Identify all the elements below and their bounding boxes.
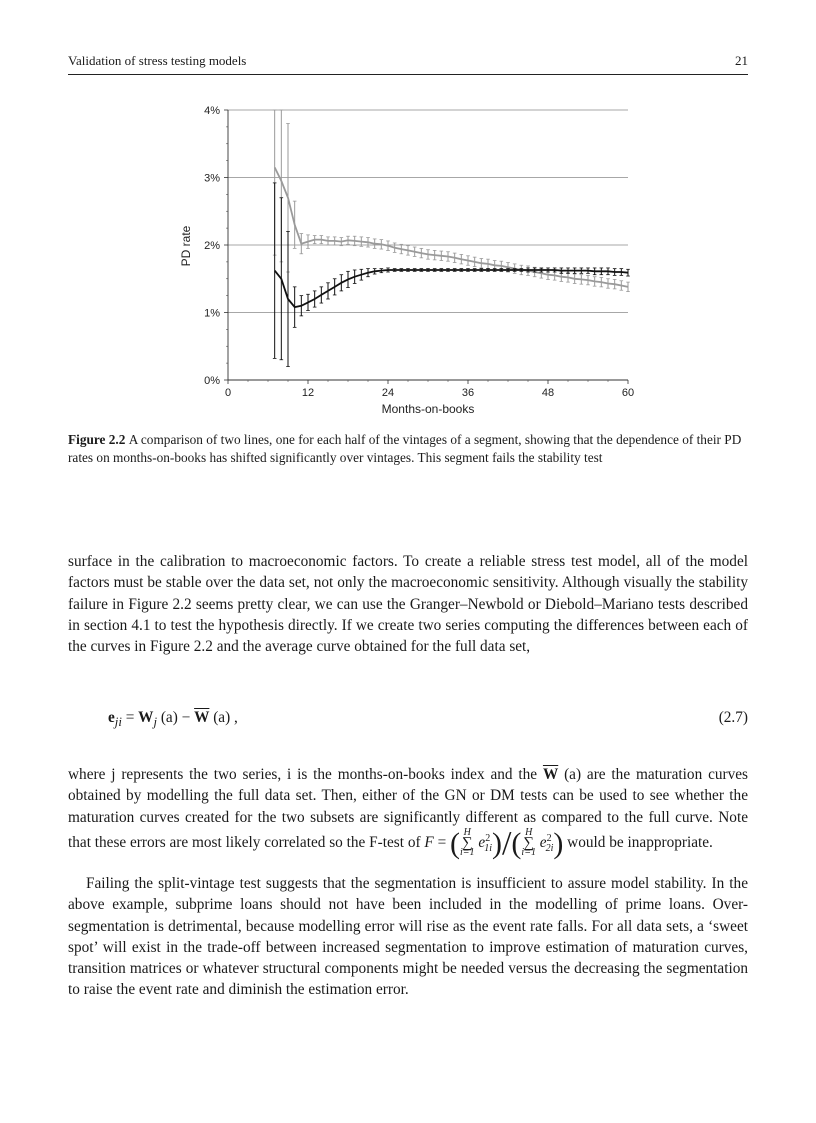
- x-tick-label: 60: [621, 387, 635, 399]
- eq-equals: =: [121, 709, 139, 726]
- equation-number: (2.7): [718, 709, 748, 726]
- running-head: [68, 52, 748, 75]
- y-tick-label: 0%: [204, 375, 220, 387]
- figure-caption-text: A comparison of two lines, one for each half of the vintages of a segment, showing that the dependence of their PD rates on months-on-books has shifted significantly over vintages. This segment fails the stability test: [68, 432, 742, 465]
- x-tick-label: 24: [381, 387, 395, 399]
- eq-lhs: e: [108, 709, 115, 726]
- eq-lhs-sub: ji: [114, 715, 122, 730]
- y-tick-label: 3%: [204, 172, 220, 185]
- page-number: 21: [735, 53, 748, 68]
- paragraph-2: where j represents the two series, i is the months-on-books index and the $\overline{W}$ (a) are the maturation curves obtained by modelling the full data set. Then, either of the GN or DM tests can be used to see whether the maturation curves created for the two subsets are significantly different as compared to the full curve. Note that these errors are most likely correlated so the F-test of F = ( H ∑ i=1 $e^2_{1i})/$( H ∑ i=1 $e^2_{2i}$) would be inappropriate.: [68, 766, 749, 862]
- eq-wbar: $\overline{W}$: [194, 709, 210, 726]
- running-head-title: Validation of stress testing models: [68, 53, 247, 68]
- y-tick-label: 1%: [204, 307, 220, 320]
- eq-w: W: [138, 709, 154, 726]
- paragraph-1: surface in the calibration to macroeconomic factors. To create a reliable stress test model, all of the model factors must be stable over the data set, not only the macroeconomic sensitivity. Although visually the stability failure in Figure 2.2 seems pretty clear, we can use the Granger–Newbold or Diebold–Mariano tests described in section 4.1 to test the hypothesis directly. If we create two series computing the differences between each of the curves in Figure 2.2 and the average curve obtained for the full data set,: [68, 553, 748, 656]
- paragraph-2-wbar: $\overline{W}$: [542, 766, 559, 783]
- y-tick-label: 4%: [204, 105, 220, 117]
- eq-arg1: (a) −: [157, 709, 195, 726]
- figure-label: Figure 2.2: [68, 432, 126, 447]
- equation-2-7: [108, 709, 238, 730]
- f-equals: =: [433, 833, 451, 851]
- y-axis-label: PD rate: [179, 225, 193, 267]
- paragraph-2-part3: would be inappropriate.: [563, 833, 713, 851]
- series-grey: [273, 110, 630, 292]
- paragraph-2-part2: (a) are the maturation curves obtained by modelling the full data set. Then, either of the GN or DM tests can be used to see whether the maturation curves created for the two subsets are significantly different as compared to the full curve. Note that these errors are most likely correlated so the F-test of: [68, 766, 749, 851]
- sum-1: H ∑ i=1: [460, 827, 475, 859]
- x-tick-label: 36: [461, 387, 475, 399]
- paragraph-2-part1: where j represents the two series, i is the months-on-books index and the: [68, 766, 543, 783]
- y-tick-label: 2%: [204, 240, 220, 252]
- f-symbol: F: [424, 833, 434, 851]
- x-tick-label: 12: [301, 387, 315, 399]
- pd-rate-chart: [160, 96, 660, 422]
- x-tick-label: 48: [541, 387, 555, 399]
- eq-arg2: (a) ,: [209, 709, 238, 726]
- series-black: [273, 183, 630, 367]
- eq-w-sub: j: [153, 715, 158, 730]
- figure-caption: [68, 431, 758, 466]
- x-tick-label: 0: [224, 387, 232, 399]
- chart-series: [273, 110, 630, 367]
- paragraph-3: Failing the split-vintage test suggests that the segmentation is insufficient to assure model stability. In the above example, subprime loans should not have been included in the modelling of prime loans. Over-segmentation is detrimental, because modelling error will rise as the event rate falls. For all data sets, a ‘sweet spot’ will exist in the trade-off between increased segmentation to improve estimation of maturation curves, transition matrices or whatever structural components might be needed versus the decreasing the segmentation to raise the event rate and diminish the estimation error.: [68, 875, 748, 999]
- sum-2: H ∑ i=1: [521, 827, 536, 859]
- x-axis-label: Months-on-books: [381, 402, 475, 416]
